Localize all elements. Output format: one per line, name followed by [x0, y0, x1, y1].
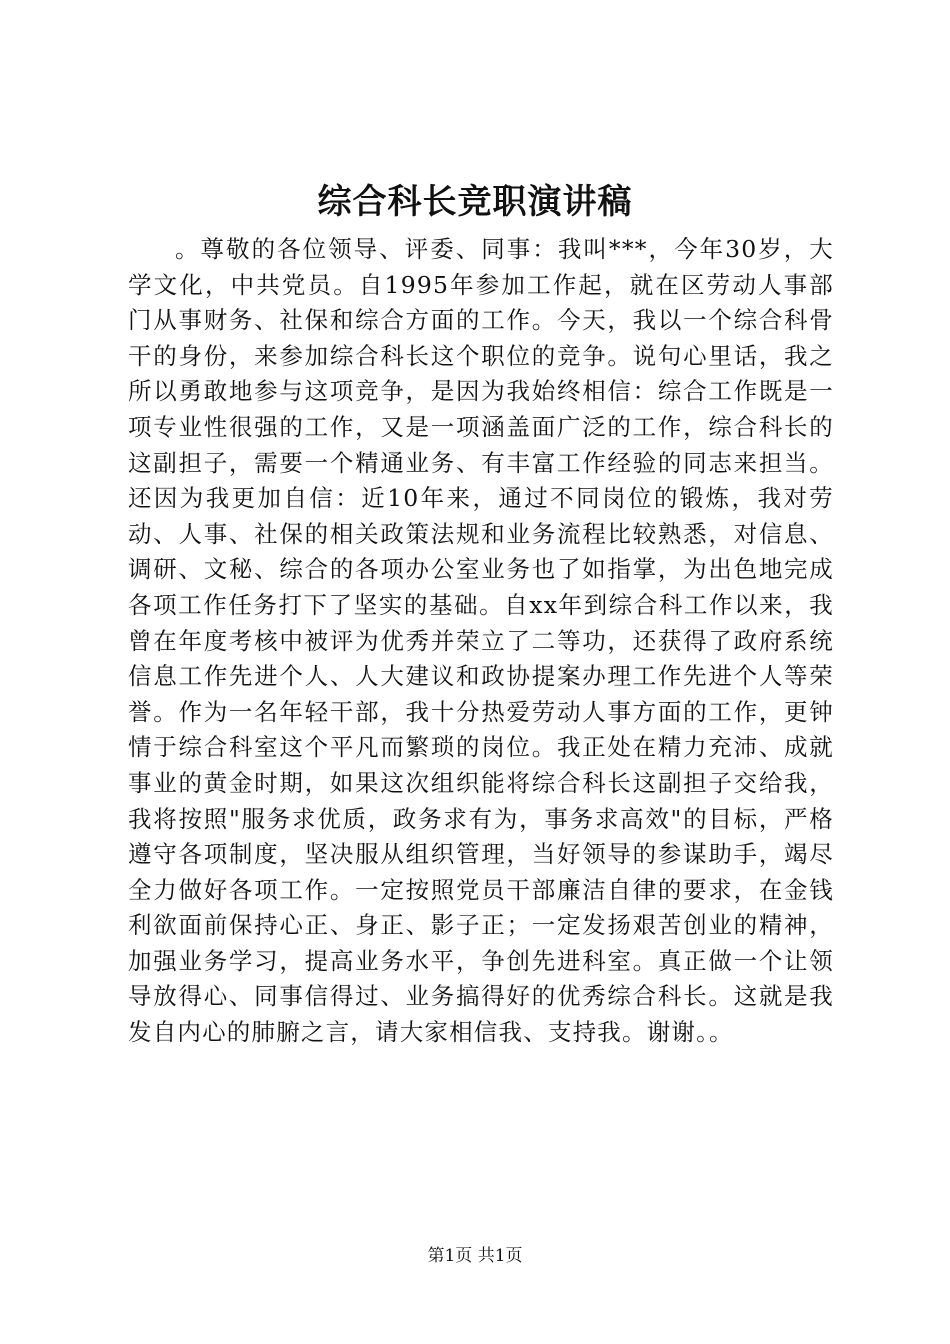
- document-title: 综合科长竞职演讲稿: [317, 182, 633, 222]
- document-body: 。尊敬的各位领导、评委、同事：我叫***，今年30岁，大学文化，中共党员。自1995年参加工作起，就在区劳动人事部门从事财务、社保和综合方面的工作。今天，我以一个综合科骨干的身份，来参加综合科长这个职位的竞争。说句心里话，我之所以勇敢地参与这项竞争，是因为我始终相信：综合工作既是一项专业性很强的工作，又是一项涵盖面广泛的工作，综合科长的这副担子，需要一个精通业务、有丰富工作经验的同志来担当。还因为我更加自信：近10年来，通过不同岗位的锻炼，我对劳动、人事、社保的相关政策法规和业务流程比较熟悉，对信息、调研、文秘、综合的各项办公室业务也了如指掌，为出色地完成各项工作任务打下了坚实的基础。自xx年到综合科工作以来，我曾在年度考核中被评为优秀并荣立了二等功，还获得了政府系统信息工作先进个人、人大建议和政协提案办理工作先进个人等荣誉。作为一名年轻干部，我十分热爱劳动人事方面的工作，更钟情于综合科室这个平凡而繁琐的岗位。我正处在精力充沛、成就事业的黄金时期，如果这次组织能将综合科长这副担子交给我，我将按照"服务求优质，政务求有为，事务求高效"的目标，严格遵守各项制度，坚决服从组织管理，当好领导的参谋助手，竭尽全力做好各项工作。一定按照党员干部廉洁自律的要求，在金钱利欲面前保持心正、身正、影子正；一定发扬艰苦创业的精神，加强业务学习，提高业务水平，争创先进科室。真正做一个让领导放得心、同事信得过、业务搞得好的优秀综合科长。这就是我发自内心的肺腑之言，请大家相信我、支持我。谢谢。。: [128, 235, 834, 1047]
- page-footer: 第1页 共1页: [427, 1246, 523, 1266]
